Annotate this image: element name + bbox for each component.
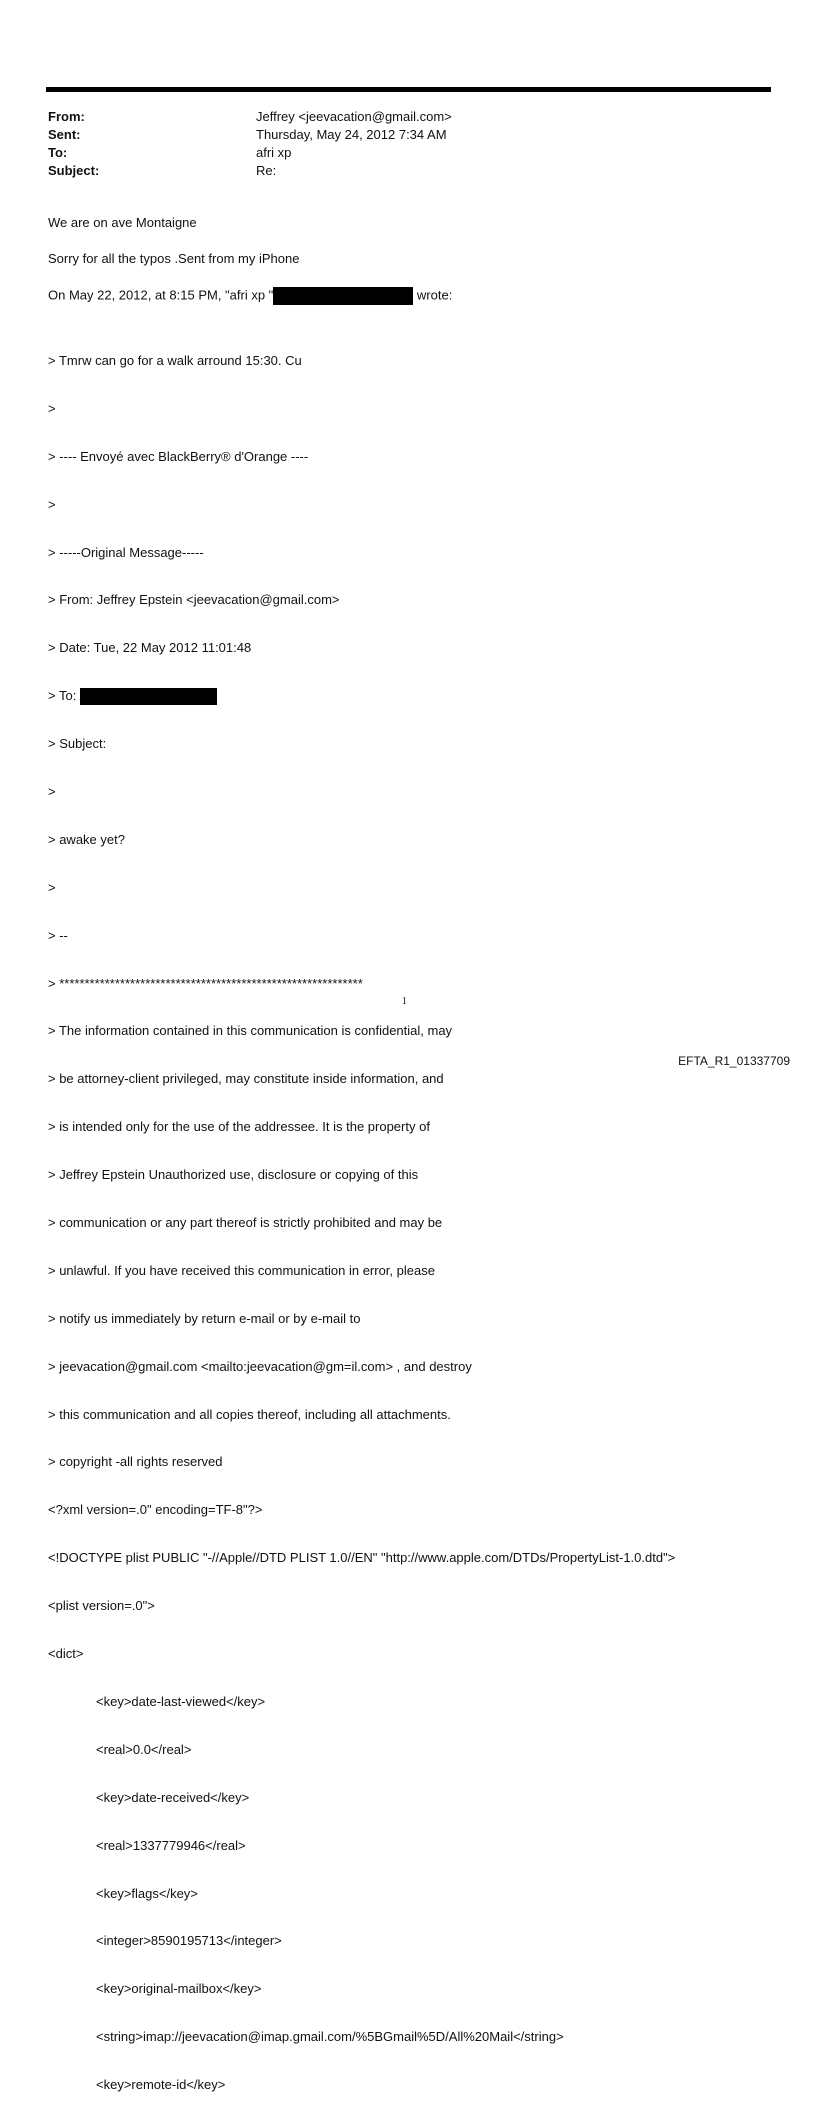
page-number: 1 <box>402 996 407 1007</box>
quoted-line: > unlawful. If you have received this communication in error, please <box>48 1262 435 1278</box>
xml-line: <!DOCTYPE plist PUBLIC "-//Apple//DTD PLIST 1.0//EN" "http://www.apple.com/DTDs/PropertyList-1.0.dtd"> <box>48 1550 676 1566</box>
xml-line: <plist version=.0"> <box>48 1598 155 1614</box>
to-label: To: <box>48 145 68 160</box>
quoted-line: > awake yet? <box>48 831 125 847</box>
xml-line: <key>flags</key> <box>96 1885 198 1901</box>
quoted-line: > -----Original Message----- <box>48 544 204 560</box>
xml-line: <real>0.0</real> <box>96 1741 192 1757</box>
quoted-line: > be attorney-client privileged, may constitute inside information, and <box>48 1071 444 1087</box>
quoted-line: > <box>48 784 56 800</box>
quoted-to-line <box>48 687 675 705</box>
wrote-prefix: On May 22, 2012, at 8:15 PM, "afri xp " <box>48 287 274 303</box>
wrote-suffix: wrote: <box>416 287 453 303</box>
message-line-2: Sorry for all the typos .Sent from my iPhone <box>48 251 300 266</box>
subject-label: Subject: <box>48 163 100 178</box>
quoted-line: > <box>48 496 56 512</box>
quoted-line: > <box>48 400 56 416</box>
quoted-line: > -- <box>48 927 68 943</box>
quoted-section <box>48 322 675 2109</box>
quoted-line: > Date: Tue, 22 May 2012 11:01:48 <box>48 640 252 656</box>
quoted-line: > jeevacation@gmail.com <mailto:jeevacation@gm=il.com> , and destroy <box>48 1358 472 1374</box>
redaction-block <box>80 688 217 705</box>
subject-value: Re: <box>256 163 277 178</box>
to-value: afri xp <box>256 145 292 160</box>
sent-value: Thursday, May 24, 2012 7:34 AM <box>256 127 447 142</box>
quoted-line: > The information contained in this communication is confidential, may <box>48 1023 453 1039</box>
xml-line: <integer>8590195713</integer> <box>96 1933 282 1949</box>
quoted-line: > communication or any part thereof is strictly prohibited and may be <box>48 1215 443 1231</box>
xml-line: <key>date-received</key> <box>96 1789 250 1805</box>
quoted-line: > ************************************************************ <box>48 975 363 991</box>
message-line-1: We are on ave Montaigne <box>48 215 197 230</box>
xml-line: <key>original-mailbox</key> <box>96 1981 262 1997</box>
quoted-line: > notify us immediately by return e-mail or by e-mail to <box>48 1310 361 1326</box>
xml-line: <key>date-last-viewed</key> <box>96 1693 266 1709</box>
quoted-line: > copyright -all rights reserved <box>48 1454 223 1470</box>
sent-label: Sent: <box>48 127 81 142</box>
quoted-line: > ---- Envoyé avec BlackBerry® d'Orange ---- <box>48 448 309 464</box>
redaction-block <box>273 287 413 305</box>
xml-line: <?xml version=.0" encoding=TF-8"?> <box>48 1502 263 1518</box>
quoted-line: > this communication and all copies thereof, including all attachments. <box>48 1406 451 1422</box>
wrote-line <box>48 287 452 305</box>
quoted-line: > is intended only for the use of the addressee. It is the property of <box>48 1119 430 1135</box>
from-value: Jeffrey <jeevacation@gmail.com> <box>256 109 452 124</box>
xml-line: <real>1337779946</real> <box>96 1837 246 1853</box>
header-rule <box>46 87 771 92</box>
from-label: From: <box>48 109 85 124</box>
quoted-line: > From: Jeffrey Epstein <jeevacation@gmail.com> <box>48 592 340 608</box>
document-id: EFTA_R1_01337709 <box>678 1054 790 1068</box>
quoted-to-label: > To: <box>48 688 77 704</box>
quoted-line: > Jeffrey Epstein Unauthorized use, disclosure or copying of this <box>48 1167 419 1183</box>
quoted-line: > Subject: <box>48 736 107 752</box>
quoted-line: > Tmrw can go for a walk arround 15:30. Cu <box>48 353 302 368</box>
quoted-line: > <box>48 879 56 895</box>
xml-line: <key>remote-id</key> <box>96 2077 226 2093</box>
xml-line: <dict> <box>48 1646 84 1662</box>
xml-line: <string>imap://jeevacation@imap.gmail.com/%5BGmail%5D/All%20Mail</string> <box>96 2029 564 2045</box>
